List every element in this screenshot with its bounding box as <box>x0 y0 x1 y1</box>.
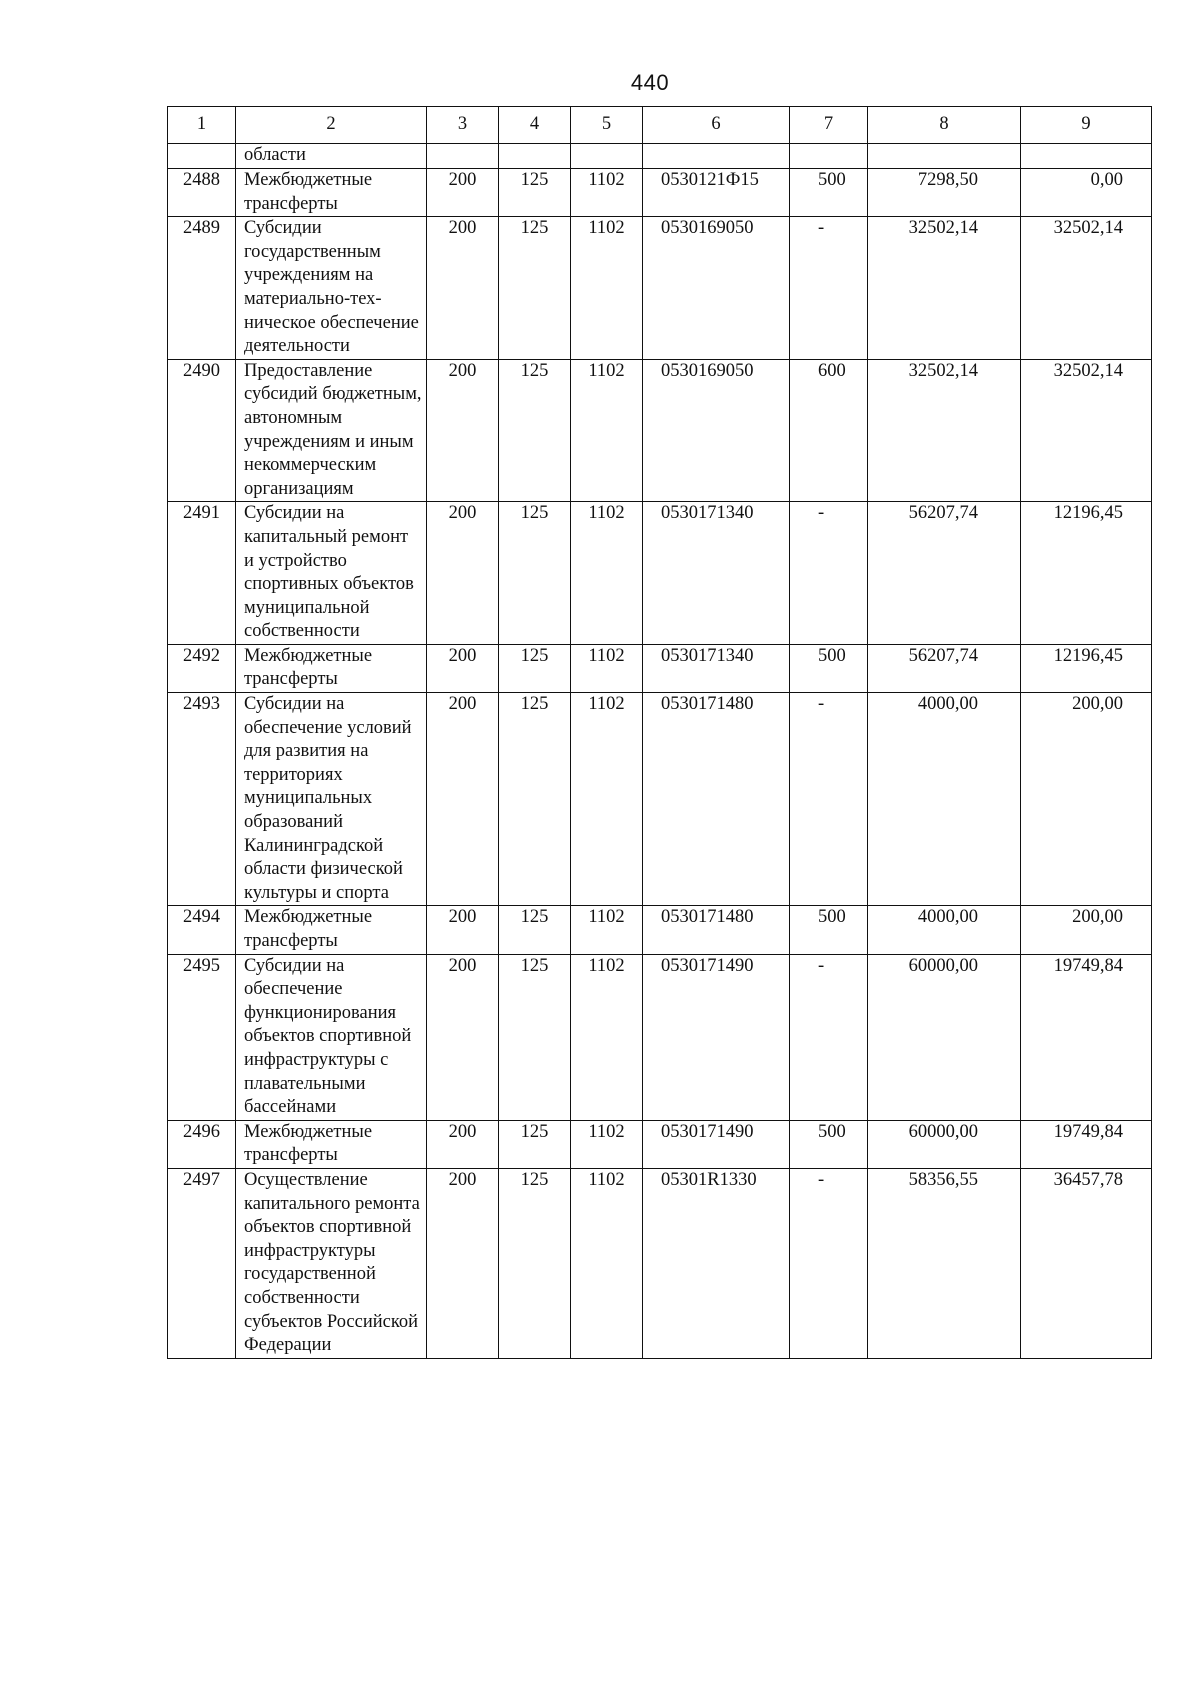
table-row <box>168 169 1152 217</box>
cell-col-3: 200 <box>427 1120 499 1168</box>
table-row <box>168 359 1152 502</box>
cell-col-5: 1102 <box>571 693 643 906</box>
table-row <box>168 954 1152 1120</box>
row-name: Субсидии на капитальный ремонт и устройство спортивных объектов муниципальной собственности <box>236 502 427 645</box>
column-header: 3 <box>427 107 499 144</box>
cell-col-5: 1102 <box>571 906 643 954</box>
cell-col-3: 200 <box>427 169 499 217</box>
cell-col-7: - <box>790 217 868 360</box>
cell-col-4: 125 <box>499 1120 571 1168</box>
cell-col-6: 0530171480 <box>643 693 790 906</box>
table-row <box>168 693 1152 906</box>
row-name: Межбюджетные трансферты <box>236 906 427 954</box>
cell-col-9: 200,00 <box>1021 693 1152 906</box>
row-number: 2497 <box>168 1168 236 1358</box>
column-header: 1 <box>168 107 236 144</box>
cell-col-7: 500 <box>790 169 868 217</box>
row-name: Межбюджетные трансферты <box>236 1120 427 1168</box>
column-header: 6 <box>643 107 790 144</box>
cell-col-9: 32502,14 <box>1021 359 1152 502</box>
cell-col-6: 0530171480 <box>643 906 790 954</box>
cell-col-4: 125 <box>499 954 571 1120</box>
cell-col-5: 1102 <box>571 644 643 692</box>
page-number: 440 <box>630 70 670 95</box>
row-number: 2488 <box>168 169 236 217</box>
table-row <box>168 1168 1152 1358</box>
cell-col-8: 4000,00 <box>868 906 1021 954</box>
cell-col-5: 1102 <box>571 1120 643 1168</box>
cell-col-6: 0530169050 <box>643 359 790 502</box>
cell-col-7: 600 <box>790 359 868 502</box>
continuation-row <box>168 144 1152 169</box>
cell-col-5: 1102 <box>571 954 643 1120</box>
cell-col-3: 200 <box>427 954 499 1120</box>
cell-col-7: - <box>790 502 868 645</box>
cell-col-8: 56207,74 <box>868 644 1021 692</box>
cell-col-8: 58356,55 <box>868 1168 1021 1358</box>
cell-col-3: 200 <box>427 906 499 954</box>
cell-col-6: 0530171340 <box>643 502 790 645</box>
cell-col-8: 60000,00 <box>868 954 1021 1120</box>
cell-col-8: 56207,74 <box>868 502 1021 645</box>
row-name: Субсидии на обеспечение условий для развития на территориях муниципальных образований Калининградской области физической культуры и спорта <box>236 693 427 906</box>
row-number: 2493 <box>168 693 236 906</box>
cell-col-9: 19749,84 <box>1021 1120 1152 1168</box>
table-row <box>168 644 1152 692</box>
cell-col-7: 500 <box>790 1120 868 1168</box>
cell-col-3: 200 <box>427 693 499 906</box>
cell-col-4: 125 <box>499 502 571 645</box>
cell-col-6: 0530121Ф15 <box>643 169 790 217</box>
cell-col-5: 1102 <box>571 502 643 645</box>
table-row <box>168 502 1152 645</box>
column-header: 7 <box>790 107 868 144</box>
cell-col-9: 19749,84 <box>1021 954 1152 1120</box>
cell-col-8: 60000,00 <box>868 1120 1021 1168</box>
continuation-text: области <box>236 144 427 169</box>
column-header: 4 <box>499 107 571 144</box>
row-number: 2494 <box>168 906 236 954</box>
row-number: 2491 <box>168 502 236 645</box>
cell-col-7: - <box>790 693 868 906</box>
column-header: 9 <box>1021 107 1152 144</box>
cell-col-4: 125 <box>499 644 571 692</box>
cell-col-9: 32502,14 <box>1021 217 1152 360</box>
row-name: Субсидии на обеспечение функционирования объектов спортивной инфраструктуры с плавательными бассейнами <box>236 954 427 1120</box>
cell-col-5: 1102 <box>571 217 643 360</box>
table-row <box>168 906 1152 954</box>
header-row <box>168 107 1152 144</box>
cell-col-5: 1102 <box>571 1168 643 1358</box>
cell-col-4: 125 <box>499 217 571 360</box>
row-number: 2496 <box>168 1120 236 1168</box>
cell-col-4: 125 <box>499 693 571 906</box>
cell-col-9: 0,00 <box>1021 169 1152 217</box>
cell-col-7: 500 <box>790 906 868 954</box>
cell-col-9: 36457,78 <box>1021 1168 1152 1358</box>
cell-col-4: 125 <box>499 906 571 954</box>
cell-col-6: 0530171490 <box>643 954 790 1120</box>
cell-col-3: 200 <box>427 217 499 360</box>
cell-col-9: 12196,45 <box>1021 502 1152 645</box>
cell-col-6: 05301R1330 <box>643 1168 790 1358</box>
cell-col-8: 32502,14 <box>868 217 1021 360</box>
cell-col-8: 7298,50 <box>868 169 1021 217</box>
cell-col-4: 125 <box>499 169 571 217</box>
row-name: Межбюджетные трансферты <box>236 169 427 217</box>
cell-col-9: 12196,45 <box>1021 644 1152 692</box>
row-name: Осуществление капитального ремонта объектов спортивной инфраструктуры государственной собственности субъектов Российской Федерации <box>236 1168 427 1358</box>
row-number: 2490 <box>168 359 236 502</box>
row-name: Субсидии государственным учреждениям на материально-тех-ническое обеспечение деятельности <box>236 217 427 360</box>
cell-col-7: 500 <box>790 644 868 692</box>
row-number: 2492 <box>168 644 236 692</box>
column-header: 5 <box>571 107 643 144</box>
cell-col-6: 0530171490 <box>643 1120 790 1168</box>
row-name: Межбюджетные трансферты <box>236 644 427 692</box>
cell-col-4: 125 <box>499 359 571 502</box>
cell-col-6: 0530169050 <box>643 217 790 360</box>
column-header: 2 <box>236 107 427 144</box>
cell-col-8: 4000,00 <box>868 693 1021 906</box>
column-header: 8 <box>868 107 1021 144</box>
cell-col-5: 1102 <box>571 169 643 217</box>
cell-col-3: 200 <box>427 644 499 692</box>
cell-col-4: 125 <box>499 1168 571 1358</box>
cell-col-6: 0530171340 <box>643 644 790 692</box>
cell-col-3: 200 <box>427 1168 499 1358</box>
cell-col-3: 200 <box>427 359 499 502</box>
cell-col-8: 32502,14 <box>868 359 1021 502</box>
cell-col-5: 1102 <box>571 359 643 502</box>
cell-col-7: - <box>790 1168 868 1358</box>
table-row <box>168 217 1152 360</box>
cell-col-7: - <box>790 954 868 1120</box>
budget-table <box>167 106 1152 1359</box>
row-name: Предоставление субсидий бюджетным, автономным учреждениям и иным некоммерческим организациям <box>236 359 427 502</box>
cell-col-9: 200,00 <box>1021 906 1152 954</box>
cell-col-3: 200 <box>427 502 499 645</box>
table-row <box>168 1120 1152 1168</box>
row-number: 2495 <box>168 954 236 1120</box>
row-number: 2489 <box>168 217 236 360</box>
